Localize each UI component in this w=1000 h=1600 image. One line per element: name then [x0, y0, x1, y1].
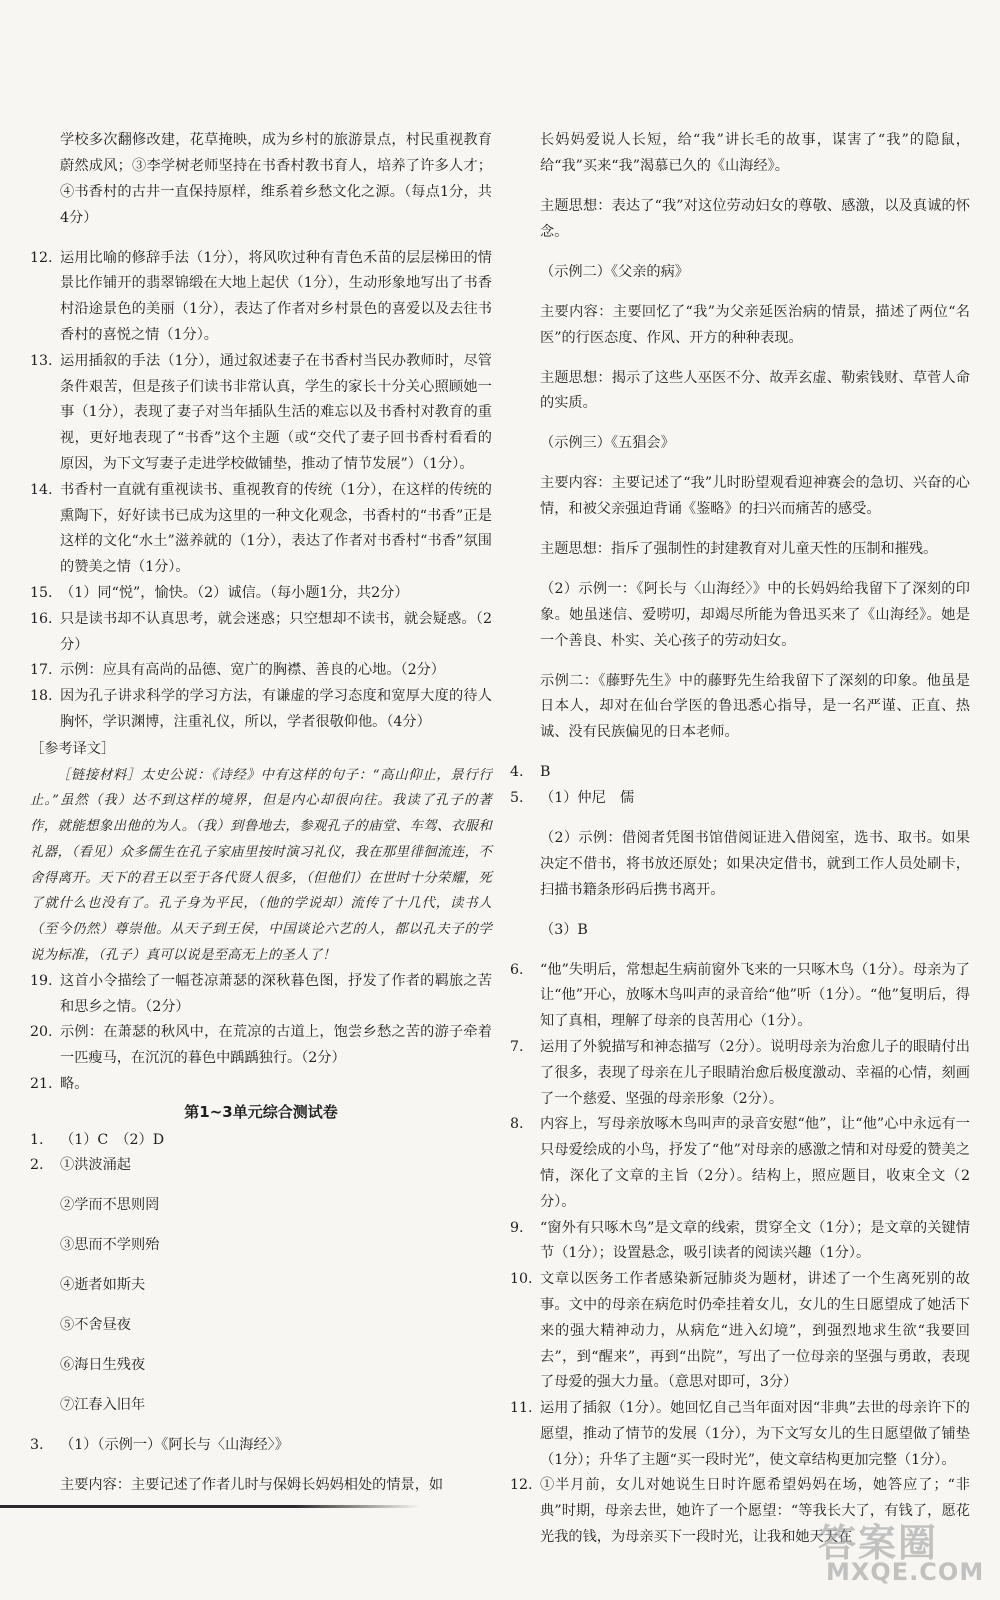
poem-line: ⑤不舍昼夜 [60, 1317, 131, 1334]
answer-continuation: 长妈妈爱说人长短，给“我”讲长毛的故事，谋害了“我”的隐鼠，给“我”买来“我”渴慕已久的《山海经》。 [540, 132, 970, 174]
answer-number: 4. [510, 764, 524, 781]
answer-number: 14. [30, 481, 53, 498]
test-answer-9 [510, 1216, 970, 1268]
answer-text: 内容上，写母亲放啄木鸟叫声的录音安慰“他”，让“他”心中永远有一只母爱绘成的小鸟，抒发了“他”对母亲的感激之情和对母爱的赞美之情，深化了文章的主旨（2分）。结构上，照应题目，收束全文（2分）。 [540, 1116, 970, 1210]
answer-text: 文章以医务工作者感染新冠肺炎为题材，讲述了一个生离死别的故事。文中的母亲在病危时仍牵挂着女儿，女儿的生日愿望成了她活下来的强大精神动力，从病危“进入幻境”，到强烈地求生欲“我要回去”，到“醒来”，再到“出院”，写出了一位母亲的坚强与勇敢，表现了母爱的强大力量。（意思对即可，3分） [540, 1271, 970, 1391]
test-answer-3 [30, 1433, 492, 1459]
answer-number: 21. [30, 1076, 53, 1093]
answer-number: 19. [30, 972, 53, 989]
answer-text: 运用插叙的手法（1分），通过叙述妻子在书香村当民办教师时，尽管条件艰苦，但是孩子们读书非常认真，学生的家长十分关心照顾她一事（1分），表现了妻子对当年插队生活的难忘以及书香村对教育的重视，更好地表现了“书香”这个主题（或“交代了妻子回书香村看看的原因，为下文写妻子走进学校做铺垫，推动了情节发展”）（1分）。 [60, 352, 492, 472]
answer-text: 主题思想：指斥了强制性的封建教育对儿童天性的压制和摧残。 [540, 541, 938, 558]
answer-21 [30, 1072, 492, 1098]
answer-text: 这首小令描绘了一幅苍凉萧瑟的深秋暮色图，抒发了作者的羁旅之苦和思乡之情。（2分） [60, 972, 492, 1015]
answer-text: 运用了插叙（1分）。她回忆自己当年面对因“非典”去世的母亲许下的愿望，推动了情节的发展（1分），为下文写女儿的生日愿望做了铺垫（1分）；升华了主题“买一段时光”，使文章结构更加完整（1分）。 [540, 1400, 970, 1468]
answer-number: 18. [30, 688, 53, 705]
answer-text: 主题思想：揭示了这些人巫医不分、故弄玄虚、勒索钱财、草菅人命的实质。 [540, 369, 970, 412]
answer-number: 9. [510, 1219, 524, 1236]
answer-19 [30, 969, 492, 1021]
bottom-rule [0, 1505, 420, 1508]
answer-text: （1）C （2）D [60, 1131, 165, 1148]
answer-text: 主要内容：主要记述了“我”儿时盼望观看迎神赛会的急切、兴奋的心情，和被父亲强迫背诵《鉴略》的扫兴而痛苦的感受。 [540, 475, 970, 518]
answer-text: 运用比喻的修辞手法（1分），将风吹过种有青色禾苗的层层梯田的情景比作铺开的翡翠锦缎在大地上起伏（1分），生动形象地写出了书香村沿途景色的美丽（1分），表达了作者对乡村景色的喜爱以及去往书香村的喜悦之情（1分）。 [60, 249, 492, 343]
answer-text: 示例二：《藤野先生》中的藤野先生给我留下了深刻的印象。他虽是日本人，却对在仙台学医的鲁迅悉心指导，是一名严谨、正直、热诚、没有民族偏见的日本老师。 [540, 672, 970, 741]
watermark-text: 答案圈 [818, 1521, 939, 1565]
answer-text: 主要内容：主要回忆了“我”为父亲延医治病的情景，描述了两位“名医”的行医态度、作风、开方的种种表现。 [540, 303, 970, 346]
answer-text: （1）（示例一）《阿长与〈山海经〉》 [60, 1437, 289, 1454]
answer-text: “窗外有只啄木鸟”是文章的线索，贯穿全文（1分）；是文章的关键情节（1分）；设置悬念，吸引读者的阅读兴趣（1分）。 [540, 1219, 970, 1262]
example-title: （示例二）《父亲的病》 [540, 263, 689, 280]
poem-line: ③思而不学则殆 [60, 1237, 160, 1254]
answer-text: （2）示例：借阅者凭图书馆借阅证进入借阅室，选书、取书。如果决定不借书，将书放还原处；如果决定借书，就到工作人员处刷卡，扫描书籍条形码后携书离开。 [540, 829, 970, 898]
answer-number: 12. [30, 249, 53, 266]
answer-text: （2）示例一：《阿长与〈山海经〉》中的长妈妈给我留下了深刻的印象。她虽迷信、爱唠叨，却竭尽所能为鲁迅买来了《山海经》。她是一个善良、朴实、关心孩子的劳动妇女。 [540, 581, 970, 649]
example-title: （示例三）《五猖会》 [540, 435, 675, 452]
site-watermark [818, 1512, 988, 1590]
test-answer-2 [30, 1153, 492, 1179]
test-answer-5 [510, 786, 970, 812]
test-answer-1 [30, 1128, 492, 1154]
answer-text: 略。 [60, 1076, 89, 1093]
reference-translation-heading: ［参考译文］ [30, 740, 116, 757]
answer-text: 主题思想：表达了“我”对这位劳动妇女的尊敬、感激，以及真诚的怀念。 [540, 197, 970, 240]
answer-number: 8. [510, 1116, 524, 1133]
test-answer-4 [510, 760, 970, 786]
answer-15 [30, 581, 492, 607]
answer-number: 5. [510, 790, 524, 806]
answer-text: 主要内容：主要记述了作者儿时与保姆长妈妈相处的情景，如 [60, 1477, 444, 1494]
answer-14 [30, 478, 492, 581]
answer-text: ①半月前，女儿对她说生日时许愿希望妈妈在场，她答应了；“非典”时期，母亲去世，她许了一个愿望：“等我长大了，有钱了，愿花光我的钱，为母亲买下一段时光，让我和她天天在 [540, 1477, 970, 1546]
answer-number: 1. [30, 1131, 44, 1148]
answer-number: 16. [30, 610, 53, 627]
poem-line: ⑦江春入旧年 [60, 1397, 146, 1414]
section-title: 第1~3单元综合测试卷 [184, 1102, 338, 1121]
test-answer-8 [510, 1112, 970, 1215]
left-column [30, 114, 492, 1513]
answer-13 [30, 349, 492, 478]
test-answer-7 [510, 1035, 970, 1112]
answer-text: （3）B [540, 921, 588, 938]
answer-number: 13. [30, 352, 53, 369]
reference-translation-text: ［链接材料］太史公说：《诗经》中有这样的句子：“高山仰止，景行行止。”虽然（我）达不到这样的境界，但是内心却很向往。我读了孔子的著作，就能想象出他的为人。（我）到鲁地去，参观孔子的庙堂、车驾、衣服和礼器，（看见）众多儒生在孔子家庙里按时演习礼仪，我在那里徘徊流连，不舍得离开。天下的君王以至于各代贤人很多，（但他们）在世时十分荣耀，死了就什么也没有了。孔子身为平民，（他的学说却）流传了十几代，读书人（至今仍然）尊崇他。从天子到王侯，中国谈论六艺的人，都以孔夫子的学说为标准，（孔子）真可以说是至高无上的圣人了！ [30, 767, 492, 964]
answer-20 [30, 1020, 492, 1072]
test-answer-11 [510, 1396, 970, 1473]
answer-18 [30, 684, 492, 736]
answer-number: 20. [30, 1024, 53, 1041]
answer-number: 10. [510, 1271, 533, 1288]
answer-text: 示例：应具有高尚的品德、宽广的胸襟、善良的心地。（2分） [60, 662, 445, 679]
poem-line: ②学而不思则罔 [60, 1197, 160, 1214]
answer-text: 书香村一直就有重视读书、重视教育的传统（1分），在这样的传统的熏陶下，好好读书已成为这里的一种文化观念，书香村的“书香”正是这样的文化“水土”滋养就的（1分），表达了作者对书香村“书香”氛围的赞美之情（1分）。 [60, 481, 492, 576]
test-answer-10 [510, 1267, 970, 1396]
answer-16 [30, 607, 492, 659]
right-column [510, 114, 970, 1551]
poem-line: ④逝者如斯夫 [60, 1277, 146, 1294]
answer-number: 6. [510, 961, 524, 978]
answer-text: （1）同“悦”，愉快。（2）诚信。（每小题1分，共2分） [60, 584, 409, 601]
answer-text: ①洪波涌起 [60, 1157, 131, 1174]
answer-number: 12. [510, 1477, 533, 1494]
answer-text: “他”失明后，常想起生病前窗外飞来的一只啄木鸟（1分）。母亲为了让“他”开心，放啄木鸟叫声的录音给“他”听（1分）。“他”复明后，得知了真相，理解了母亲的良苦用心（1分）。 [540, 961, 970, 1030]
answer-number: 11. [510, 1400, 533, 1417]
watermark-domain: MXQE.COM [826, 1558, 985, 1586]
answer-12 [30, 246, 492, 349]
answer-number: 15. [30, 584, 53, 601]
answer-text: 示例：在萧瑟的秋风中，在荒凉的古道上，饱尝乡愁之苦的游子牵着一匹瘦马，在沉沉的暮色中踽踽独行。（2分） [60, 1024, 492, 1067]
answer-text: 运用了外貌描写和神态描写（2分）。说明母亲为治愈儿子的眼睛付出了很多，表现了母亲在儿子眼睛治愈后极度激动、幸福的心情，刻画了一个慈爱、坚强的母亲形象（2分）。 [540, 1038, 970, 1107]
answer-continuation: 学校多次翻修改建，花草掩映，成为乡村的旅游景点，村民重视教育蔚然成风；③李学树老师坚持在书香村教书育人，培养了许多人才；④书香村的古井一直保持原样，维系着乡愁文化之源。（每点1分，共4分） [60, 132, 492, 226]
answer-number: 17. [30, 662, 53, 679]
answer-number: 7. [510, 1038, 524, 1055]
answer-text: （1）仲尼 儒 [540, 790, 635, 806]
answer-text: B [540, 764, 551, 781]
answer-number: 3. [30, 1437, 44, 1454]
answer-number: 2. [30, 1157, 44, 1174]
poem-line: ⑥海日生残夜 [60, 1357, 146, 1374]
answer-text: 因为孔子讲求科学的学习方法，有谦虚的学习态度和宽厚大度的待人胸怀，学识渊博，注重礼仪，所以，学者很敬仰他。（4分） [60, 688, 492, 730]
answer-17 [30, 658, 492, 684]
test-answer-6 [510, 958, 970, 1035]
answer-text: 只是读书却不认真思考，就会迷惑；只空想却不读书，就会疑惑。（2分） [60, 610, 492, 653]
